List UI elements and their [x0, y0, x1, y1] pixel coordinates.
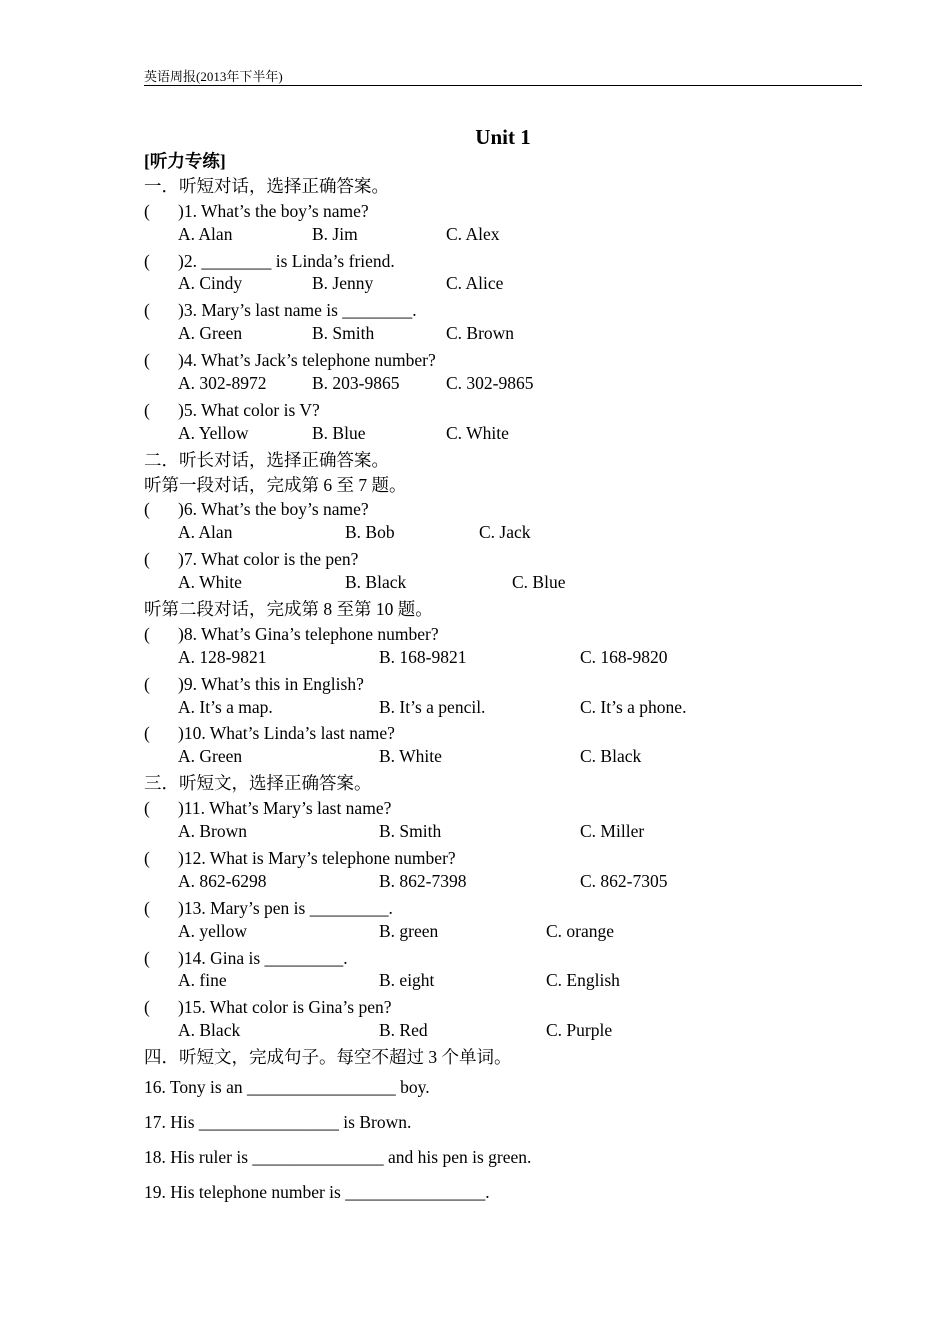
option-a: A. Green — [178, 323, 243, 344]
option-b: B. eight — [379, 970, 435, 991]
options-15 — [144, 1020, 864, 1045]
option-b: B. White — [379, 746, 442, 767]
answer-bracket: ( — [144, 723, 150, 744]
answer-bracket: ( — [144, 499, 150, 520]
options-12 — [144, 871, 864, 896]
option-a: A. Brown — [178, 821, 248, 842]
question-text: )14. Gina is _________. — [178, 947, 348, 968]
question-8 — [144, 622, 864, 647]
options-11 — [144, 821, 864, 846]
sentence-17: 17. His ________________ is Brown. — [144, 1111, 412, 1132]
question-text: )5. What color is V? — [178, 399, 320, 420]
dialogue-1-instruction: 听第一段对话，完成第 6 至 7 题。 — [144, 474, 407, 495]
option-c: C. English — [546, 970, 620, 991]
answer-bracket: ( — [144, 798, 150, 819]
question-text: )3. Mary’s last name is ________. — [178, 300, 417, 321]
question-13 — [144, 896, 864, 921]
question-11 — [144, 796, 864, 821]
option-c: C. 862-7305 — [580, 870, 668, 891]
answer-bracket: ( — [144, 399, 150, 420]
answer-bracket: ( — [144, 897, 150, 918]
answer-bracket: ( — [144, 549, 150, 570]
option-c: C. Alice — [446, 273, 504, 294]
option-a: A. It’s a map. — [178, 696, 273, 717]
question-2 — [144, 249, 864, 274]
dialogue-2-instruction: 听第二段对话，完成第 8 至第 10 题。 — [144, 599, 433, 620]
question-text: )11. What’s Mary’s last name? — [178, 798, 392, 819]
option-c: C. orange — [546, 920, 615, 941]
answer-bracket: ( — [144, 673, 150, 694]
answer-bracket: ( — [144, 350, 150, 371]
option-a: A. fine — [178, 970, 227, 991]
question-12 — [144, 846, 864, 871]
question-text: )4. What’s Jack’s telephone number? — [178, 350, 436, 371]
question-text: )10. What’s Linda’s last name? — [178, 723, 395, 744]
header-rule — [144, 85, 862, 86]
question-10 — [144, 721, 864, 746]
part-1-instruction: 一．听短对话，选择正确答案。 — [144, 175, 389, 196]
option-b: B. 862-7398 — [379, 870, 467, 891]
unit-title: Unit 1 — [475, 125, 531, 149]
options-3 — [144, 323, 864, 348]
question-1 — [144, 199, 864, 224]
question-4 — [144, 348, 864, 373]
option-a: A. Yellow — [178, 422, 249, 443]
page-header: 英语周报(2013年下半年) — [144, 69, 283, 84]
answer-bracket: ( — [144, 847, 150, 868]
part-2-instruction: 二．听长对话，选择正确答案。 — [144, 449, 389, 470]
question-text: )8. What’s Gina’s telephone number? — [178, 623, 439, 644]
sentence-16: 16. Tony is an _________________ boy. — [144, 1076, 430, 1097]
option-b: B. Jim — [312, 223, 358, 244]
options-14 — [144, 970, 864, 995]
option-c: C. Miller — [580, 821, 645, 842]
answer-bracket: ( — [144, 300, 150, 321]
section-heading: [听力专练] — [144, 151, 226, 171]
sentence-19: 19. His telephone number is ________________. — [144, 1181, 490, 1202]
option-a: A. Cindy — [178, 273, 243, 294]
option-b: B. Smith — [379, 821, 442, 842]
option-c: C. Black — [580, 746, 642, 767]
option-b: B. Smith — [312, 323, 375, 344]
question-5 — [144, 398, 864, 423]
options-10 — [144, 746, 864, 771]
option-c: C. 302-9865 — [446, 373, 534, 394]
option-c: C. Blue — [512, 572, 566, 593]
option-b: B. Black — [345, 572, 407, 593]
worksheet-body — [144, 149, 864, 1210]
option-a: A. 862-6298 — [178, 870, 267, 891]
option-b: B. 168-9821 — [379, 646, 467, 667]
option-a: A. Alan — [178, 522, 233, 543]
options-13 — [144, 921, 864, 946]
option-b: B. 203-9865 — [312, 373, 400, 394]
option-c: C. Jack — [479, 522, 531, 543]
question-15 — [144, 995, 864, 1020]
question-text: )9. What’s this in English? — [178, 673, 364, 694]
options-5 — [144, 423, 864, 448]
question-text: )6. What’s the boy’s name? — [178, 499, 369, 520]
options-1 — [144, 224, 864, 249]
part-4-instruction: 四．听短文，完成句子。每空不超过 3 个单词。 — [144, 1047, 512, 1068]
options-2 — [144, 273, 864, 298]
question-text: )15. What color is Gina’s pen? — [178, 997, 392, 1018]
option-b: B. Red — [379, 1020, 428, 1041]
question-text: )7. What color is the pen? — [178, 549, 359, 570]
question-text: )1. What’s the boy’s name? — [178, 200, 369, 221]
option-b: B. It’s a pencil. — [379, 696, 486, 717]
options-6 — [144, 522, 864, 547]
options-9 — [144, 697, 864, 722]
sentence-18: 18. His ruler is _______________ and his pen is green. — [144, 1146, 532, 1167]
options-7 — [144, 572, 864, 597]
question-text: )13. Mary’s pen is _________. — [178, 897, 393, 918]
question-3 — [144, 298, 864, 323]
option-a: A. White — [178, 572, 242, 593]
question-9 — [144, 672, 864, 697]
option-c: C. White — [446, 422, 509, 443]
option-a: A. Alan — [178, 223, 233, 244]
option-b: B. Blue — [312, 422, 366, 443]
options-8 — [144, 647, 864, 672]
option-b: B. Jenny — [312, 273, 374, 294]
option-a: A. 128-9821 — [178, 646, 267, 667]
answer-bracket: ( — [144, 947, 150, 968]
option-c: C. Purple — [546, 1020, 613, 1041]
option-b: B. Bob — [345, 522, 395, 543]
answer-bracket: ( — [144, 997, 150, 1018]
option-a: A. yellow — [178, 920, 248, 941]
option-c: C. 168-9820 — [580, 646, 668, 667]
option-a: A. 302-8972 — [178, 373, 267, 394]
option-a: A. Black — [178, 1020, 241, 1041]
question-7 — [144, 547, 864, 572]
option-a: A. Green — [178, 746, 243, 767]
option-c: C. Brown — [446, 323, 515, 344]
answer-bracket: ( — [144, 623, 150, 644]
options-4 — [144, 373, 864, 398]
part-3-instruction: 三．听短文，选择正确答案。 — [144, 773, 372, 794]
question-14 — [144, 946, 864, 971]
option-c: C. Alex — [446, 223, 500, 244]
answer-bracket: ( — [144, 250, 150, 271]
question-text: )2. ________ is Linda’s friend. — [178, 250, 395, 271]
question-6 — [144, 497, 864, 522]
option-b: B. green — [379, 920, 439, 941]
option-c: C. It’s a phone. — [580, 696, 687, 717]
question-text: )12. What is Mary’s telephone number? — [178, 847, 456, 868]
answer-bracket: ( — [144, 200, 150, 221]
